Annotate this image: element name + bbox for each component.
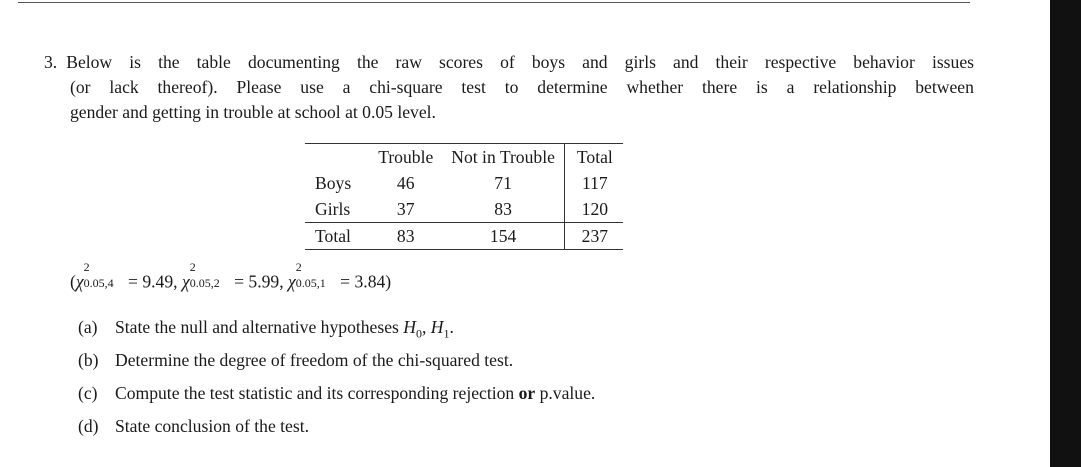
contingency-table: [305, 143, 623, 250]
critical-value-2: = 5.99,: [234, 271, 284, 292]
table-row-total: [305, 223, 623, 250]
cell-total-not-in-trouble: 154: [442, 223, 564, 250]
row-label-total: Total: [305, 223, 369, 250]
problem-word: and: [673, 52, 699, 72]
part-c-bold: or: [518, 383, 536, 403]
problem-word: their: [715, 52, 748, 72]
problem-word: Please: [236, 77, 282, 97]
problem-statement: [44, 50, 974, 125]
part-c: [78, 381, 595, 414]
part-d-text: State conclusion of the test.: [115, 416, 309, 436]
critical-values: [70, 260, 392, 293]
chi-subscript: 0.05,1: [295, 276, 326, 290]
problem-word: is: [129, 52, 141, 72]
side-scrollbar[interactable]: [1050, 0, 1081, 467]
problem-line-2: [44, 75, 974, 100]
row-label-boys: Boys: [315, 173, 352, 193]
problem-word: girls: [624, 52, 656, 72]
h0-subscript: 0: [415, 326, 422, 341]
critical-value-1: = 9.49,: [128, 271, 178, 292]
cell-girls-not-in-trouble: 83: [494, 199, 512, 219]
cell-boys-trouble: 46: [396, 173, 415, 193]
top-rule: [18, 2, 970, 3]
problem-word: between: [915, 77, 974, 97]
chi-symbol: χ: [181, 271, 190, 292]
row-label-girls: Girls: [315, 199, 351, 219]
chi-symbol: χ: [288, 271, 296, 292]
part-b: [78, 348, 595, 381]
problem-word: raw: [395, 52, 422, 72]
problem-word: issues: [931, 52, 974, 72]
h0-symbol: H: [403, 317, 416, 337]
problem-word: use: [300, 77, 324, 97]
problem-word: respective: [764, 52, 837, 72]
part-a-text: State the null and alternative hypotheses: [115, 317, 404, 337]
problem-word: is: [756, 77, 768, 97]
cell-grand-total: 237: [564, 223, 622, 250]
chi-subscript: 0.05,4: [83, 276, 114, 290]
problem-word: the: [356, 52, 379, 72]
problem-word: lack: [109, 77, 139, 97]
problem-line-1-text: [66, 50, 974, 75]
part-d-label: (d): [78, 416, 99, 436]
problem-line-3: gender and getting in trouble at school at 0.05 level.: [70, 102, 436, 122]
part-c-label: (c): [78, 383, 98, 403]
problem-word: table: [196, 52, 231, 72]
problem-number: 3.: [44, 52, 58, 72]
contingency-table-wrap: [305, 143, 623, 250]
problem-word: there: [702, 77, 738, 97]
cell-total-trouble: 83: [369, 223, 442, 250]
problem-word: the: [158, 52, 180, 72]
chi-power: 2: [189, 260, 196, 274]
cell-girls-trouble: 37: [396, 199, 415, 219]
chi-power: 2: [83, 260, 90, 274]
problem-word: documenting: [247, 52, 340, 72]
part-a-label: (a): [78, 317, 98, 337]
table-row-girls: [305, 196, 623, 223]
table-header-row: [305, 144, 623, 171]
header-trouble: Trouble: [369, 144, 442, 171]
cell-boys-total: 117: [564, 170, 622, 196]
problem-line-2-text: [70, 75, 974, 100]
problem-word: and: [582, 52, 608, 72]
problem-word: boys: [531, 52, 566, 72]
critical-open-paren: (: [70, 271, 76, 292]
problem-word: determine: [537, 77, 608, 97]
part-c-text-before: Compute the test statistic and its corresponding rejection: [115, 383, 519, 403]
table-row-boys: [305, 170, 623, 196]
chi-symbol: χ: [75, 271, 84, 292]
cell-boys-not-in-trouble: 71: [494, 173, 512, 193]
question-parts: [78, 315, 595, 447]
problem-word: scores: [439, 52, 483, 72]
chi-subscript: 0.05,2: [189, 276, 220, 290]
header-not-in-trouble: Not in Trouble: [442, 144, 564, 171]
h1-subscript: 1: [443, 326, 450, 341]
problem-word: (or: [70, 77, 91, 97]
problem-word: of: [500, 52, 515, 72]
problem-word: chi-square: [369, 77, 443, 97]
h1-symbol: H: [430, 317, 444, 337]
part-a-end: .: [449, 317, 454, 337]
problem-word: relationship: [813, 77, 897, 97]
problem-word: a: [786, 77, 795, 97]
problem-word: Below: [66, 52, 113, 72]
chi-power: 2: [295, 260, 302, 274]
problem-word: behavior: [853, 52, 915, 72]
cell-girls-total: 120: [564, 196, 622, 223]
problem-line-1: [44, 50, 974, 75]
header-total: Total: [564, 144, 622, 171]
part-b-label: (b): [78, 350, 99, 370]
table-corner: [305, 144, 369, 171]
problem-word: whether: [626, 77, 684, 97]
part-a: [78, 315, 595, 348]
critical-value-3: = 3.84): [340, 271, 392, 292]
problem-word: to: [504, 77, 519, 97]
part-c-text-after: p.value.: [535, 383, 596, 403]
problem-word: a: [342, 77, 351, 97]
part-b-text: Determine the degree of freedom of the chi-squared test.: [115, 350, 514, 370]
part-a-sep: ,: [421, 317, 431, 337]
problem-word: test: [461, 77, 486, 97]
problem-word: thereof).: [157, 77, 218, 97]
part-d: [78, 414, 595, 447]
